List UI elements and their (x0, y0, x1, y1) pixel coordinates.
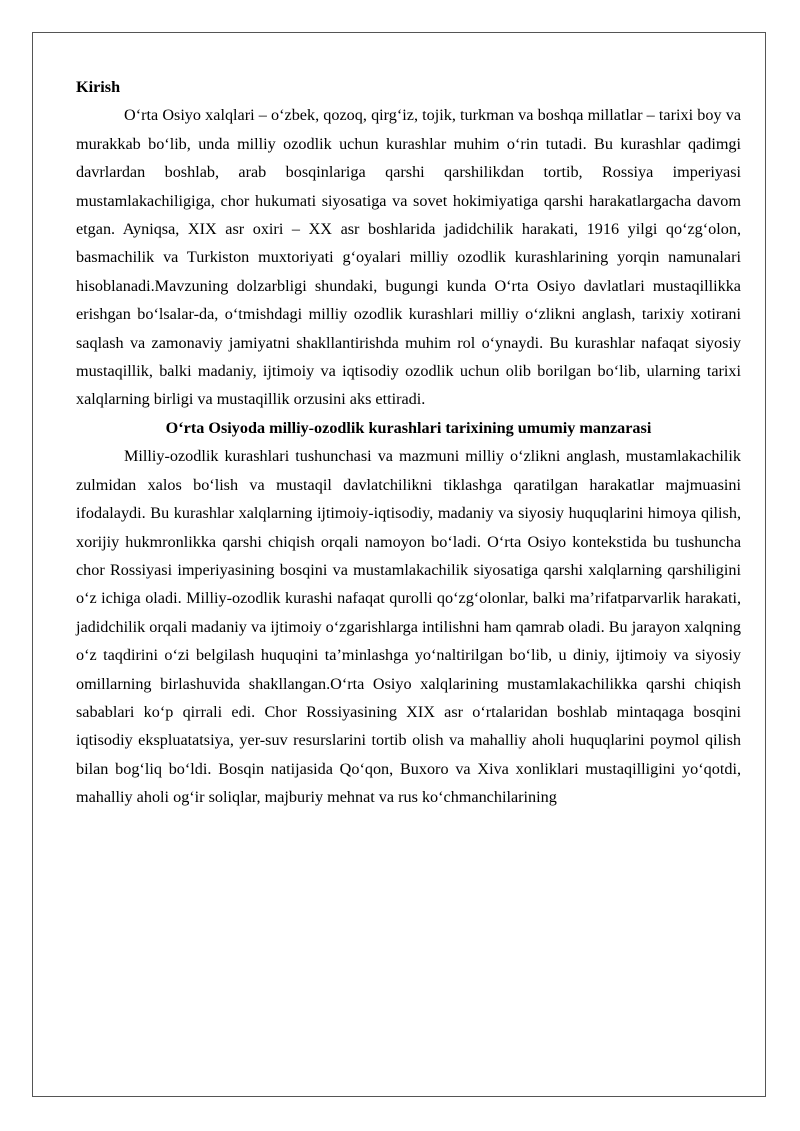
document-body (76, 73, 741, 812)
intro-paragraph: O‘rta Osiyo xalqlari – o‘zbek, qozoq, qirg‘iz, tojik, turkman va boshqa millatlar – tarixi boy va murakkab bo‘lib, unda milliy ozodlik uchun kurashlar muhim o‘rin tutadi. Bu kurashlar qadimgi davrlardan boshlab, arab bosqinlariga qarshi qarshilikdan tortib, Rossiya imperiyasi mustamlakachiligiga, chor hukumati siyosatiga va sovet hokimiyatiga qarshi harakatlargacha davom etgan. Ayniqsa, XIX asr oxiri – XX asr boshlarida jadidchilik harakati, 1916 yilgi qo‘zg‘olon, basmachilik va Turkiston muxtoriyati g‘oyalari milliy ozodlik kurashlarining yorqin namunalari hisoblanadi.Mavzuning dolzarbligi shundaki, bugungi kunda O‘rta Osiyo davlatlari mustaqillikka erishgan bo‘lsalar-da, o‘tmishdagi milliy ozodlik kurashlari milliy o‘zlikni anglash, tarixiy xotirani saqlash va zamonaviy jamiyatni shakllantirishda muhim rol o‘ynaydi. Bu kurashlar nafaqat siyosiy mustaqillik, balki madaniy, ijtimoiy va iqtisodiy ozodlik uchun olib borilgan bo‘lib, ularning tarixi xalqlarning birligi va mustaqillik orzusini aks ettiradi. (76, 106, 741, 409)
section-heading: O‘rta Osiyoda milliy-ozodlik kurashlari tarixining umumiy manzarasi (165, 418, 652, 437)
intro-heading: Kirish (76, 78, 121, 96)
section-paragraph: Milliy-ozodlik kurashlari tushunchasi va mazmuni milliy o‘zlikni anglash, mustamlakachilik zulmidan xalos bo‘lish va mustaqil davlatchilikni tiklashga qaratilgan harakatlar majmuasini ifodalaydi. Bu kurashlar xalqlarning ijtimoiy-iqtisodiy, madaniy va siyosiy huquqlarini himoya qilish, xorijiy hukmronlikka qarshi chiqish orqali namoyon bo‘ladi. O‘rta Osiyo kontekstida bu tushuncha chor Rossiyasi imperiyasining bosqini va mustamlakachilik siyosatiga qarshi xalqlarning qarshiligini o‘z ichiga oladi. Milliy-ozodlik kurashi nafaqat qurolli qo‘zg‘olonlar, balki ma’rifatparvarlik harakati, jadidchilik orqali madaniy va ijtimoiy o‘zgarishlarga intilishni ham qamrab oladi. Bu jarayon xalqning o‘z taqdirini o‘zi belgilash huquqini ta’minlashga yo‘naltirilgan bo‘lib, u diniy, ijtimoiy va siyosiy omillarning birlashuvida shakllangan.O‘rta Osiyo xalqlarining mustamlakachilikka qarshi chiqish sabablari ko‘p qirrali edi. Chor Rossiyasining XIX asr o‘rtalaridan boshlab mintaqaga bosqini iqtisodiy ekspluatatsiya, yer-suv resurslarini tortib olish va mahalliy aholi huquqlarini poymol qilish bilan bog‘liq bo‘ldi. Bosqin natijasida Qo‘qon, Buxoro va Xiva xonliklari mustaqilligini yo‘qotdi, mahalliy aholi og‘ir soliqlar, majburiy mehnat va rus ko‘chmanchilarining (76, 447, 741, 807)
